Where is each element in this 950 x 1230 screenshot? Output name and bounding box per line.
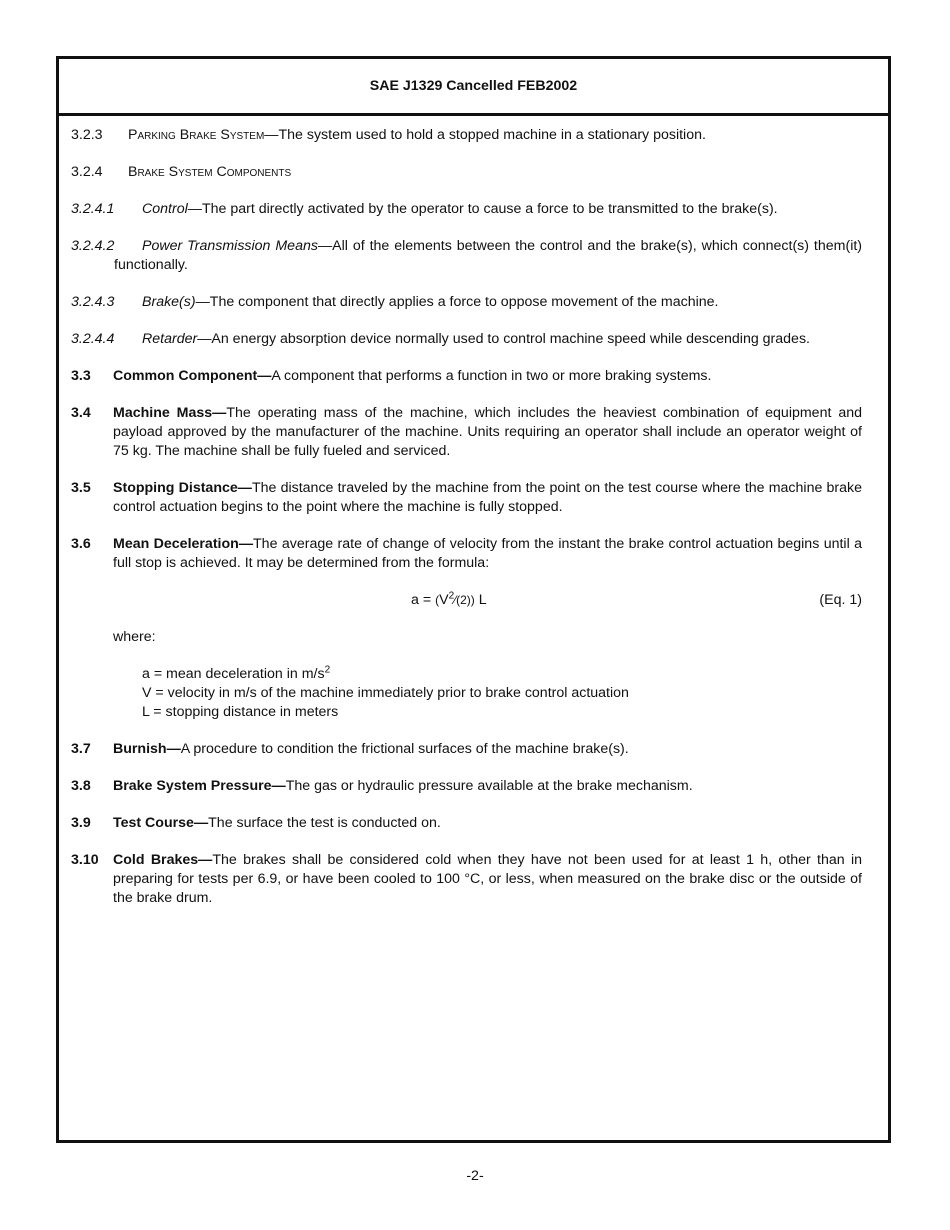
equation-label: (Eq. 1) — [819, 592, 862, 608]
section-term: Mean Deceleration— — [113, 536, 254, 552]
section-term: Machine Mass— — [113, 405, 227, 421]
document-title: SAE J1329 Cancelled FEB2002 — [369, 78, 578, 94]
section-term: Retarder — [142, 331, 198, 347]
where-item-v: V = velocity in m/s of the machine immediately prior to brake control actuation — [142, 685, 629, 701]
equation-divisor: ⁄(2)) — [454, 593, 475, 607]
equation-v: V — [439, 592, 449, 608]
section-number: 3.2.4.3 — [71, 294, 115, 310]
section-3-3 — [71, 367, 862, 386]
section-3-8 — [71, 777, 862, 796]
section-3-7 — [71, 740, 862, 759]
section-text: The surface the test is conducted on. — [208, 815, 441, 831]
section-term: Brake System Components — [128, 164, 292, 180]
section-number: 3.9 — [71, 815, 91, 831]
section-3-4 — [71, 404, 862, 461]
section-text: The operating mass of the machine, which includes the heaviest combination of equipment and payload approved by the manufacturer of the machine. Units requiring an operator shall include an operator weight of 75 kg. The machine shall be fully fueled and serviced. — [113, 405, 862, 459]
section-number: 3.6 — [71, 536, 91, 552]
equation-lhs: a — [411, 592, 419, 608]
equation-l: L — [478, 592, 487, 608]
section-number: 3.2.4.2 — [71, 238, 115, 254]
section-term: Common Component— — [113, 368, 272, 384]
section-number: 3.2.4.4 — [71, 331, 115, 347]
equation-formula — [411, 591, 487, 610]
section-number: 3.5 — [71, 480, 91, 496]
where-item-l: L = stopping distance in meters — [142, 704, 339, 720]
section-text: —The component that directly applies a force to oppose movement of the machine. — [195, 294, 719, 310]
section-term: Burnish— — [113, 741, 181, 757]
section-text: —The system used to hold a stopped machine in a stationary position. — [264, 127, 706, 143]
section-term: Cold Brakes— — [113, 852, 213, 868]
equation-paren: ( — [435, 593, 440, 607]
document-header — [59, 59, 888, 116]
section-text: The average rate of change of velocity from the instant the brake control actuation begins until a full stop is achieved. It may be determined from the formula: — [113, 536, 863, 571]
section-text: The gas or hydraulic pressure available at the brake mechanism. — [285, 778, 693, 794]
section-3-9 — [71, 814, 862, 833]
section-number: 3.3 — [71, 368, 91, 384]
page-frame — [56, 56, 891, 1143]
section-text: A procedure to condition the frictional surfaces of the machine brake(s). — [180, 741, 629, 757]
section-term: Stopping Distance— — [113, 480, 252, 496]
section-3-2-3 — [71, 126, 862, 145]
section-term: Brake(s) — [142, 294, 196, 310]
section-3-2-4-2 — [71, 237, 862, 275]
section-3-6 — [71, 535, 862, 573]
section-number: 3.8 — [71, 778, 91, 794]
section-number: 3.2.4.1 — [71, 201, 115, 217]
section-text: —An energy absorption device normally used to control machine speed while descending grades. — [197, 331, 810, 347]
where-item-a: a = mean deceleration in $m/s^2$ — [142, 664, 331, 682]
section-text: The distance traveled by the machine from the point on the test course where the machine brake control actuation begins to the point where the machine is fully stopped. — [113, 480, 863, 515]
section-text: —All of the elements between the control and the brake(s), which connect(s) them(it) functionally. — [114, 238, 863, 273]
section-term: Power Transmission Means — [142, 238, 318, 254]
section-text: —The part directly activated by the operator to cause a force to be transmitted to the brake(s). — [187, 201, 778, 217]
section-3-2-4-3 — [71, 293, 862, 312]
equation-equals: = — [422, 592, 432, 608]
where-label: where: — [113, 629, 156, 645]
section-term: Parking Brake System — [128, 127, 265, 143]
section-number: 3.2.4 — [71, 164, 103, 180]
equation-exponent: 2 — [448, 590, 455, 602]
section-3-5 — [71, 479, 862, 517]
section-term: Brake System Pressure— — [113, 778, 286, 794]
equation-1 — [71, 591, 862, 610]
section-3-2-4-4 — [71, 330, 862, 349]
page-number: -2- — [466, 1168, 484, 1184]
section-term: Test Course— — [113, 815, 209, 831]
section-text: A component that performs a function in two or more braking systems. — [271, 368, 712, 384]
where-list — [142, 665, 862, 722]
section-number: 3.4 — [71, 405, 91, 421]
section-number: 3.7 — [71, 741, 91, 757]
section-3-2-4 — [71, 163, 862, 182]
section-3-2-4-1 — [71, 200, 862, 219]
document-body — [71, 126, 862, 926]
section-text: The brakes shall be considered cold when they have not been used for at least 1 h, other than in preparing for tests per 6.9, or have been cooled to 100 °C, or less, when measured on the brake disc or the outside of the brake drum. — [113, 852, 863, 906]
section-number: 3.2.3 — [71, 127, 103, 143]
section-term: Control — [142, 201, 188, 217]
section-3-10 — [71, 851, 862, 908]
section-number: 3.10 — [71, 852, 99, 868]
